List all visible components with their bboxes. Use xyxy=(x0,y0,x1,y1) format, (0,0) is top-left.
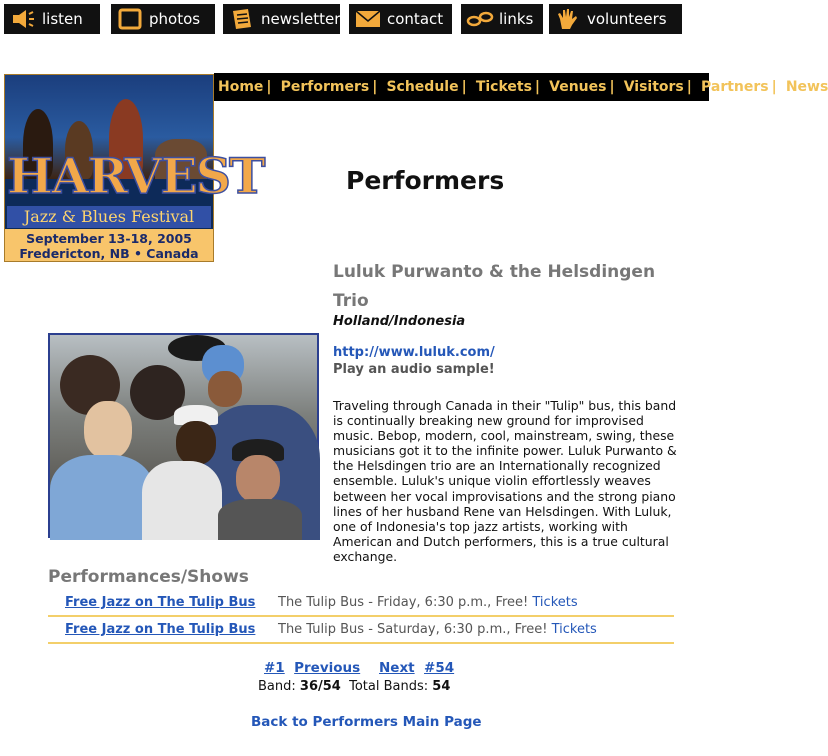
frame-icon xyxy=(117,8,143,30)
show-info xyxy=(278,617,597,642)
band-count xyxy=(258,679,450,694)
band-label: Band: xyxy=(258,679,296,694)
links-button[interactable] xyxy=(461,4,543,34)
tickets-link[interactable]: Tickets xyxy=(551,622,597,637)
contact-label: contact xyxy=(387,10,444,28)
performer-description: Traveling through Canada in their "Tulip" bus, this band is continually breaking new ground for improvised music. Bebop, modern, cool, mainstream, swing, these musicians got it to the infinite power. Luluk Purwanto & the Helsdingen trio are an Internationally recognized ensemble. Luluk's unique violin effortlessly weaves between her vocal improvisations and the strong piano lines of her husband Rene van Helsdingen. With Luluk, one of Indonesia's top jazz artists, working with American and Dutch performers, this is a true cultural exchange. xyxy=(333,398,677,564)
newsletter-label: newsletter xyxy=(261,10,341,28)
nav-partners[interactable]: Partners xyxy=(700,79,769,95)
tickets-link[interactable]: Tickets xyxy=(532,595,578,610)
links-label: links xyxy=(499,10,534,28)
banner-subtitle: Jazz & Blues Festival xyxy=(7,206,211,228)
nav-news[interactable]: News xyxy=(785,79,828,95)
next-performer-link[interactable]: Next xyxy=(379,660,415,676)
total-bands-value: 54 xyxy=(432,679,451,694)
newsletter-button[interactable] xyxy=(223,4,340,34)
chain-icon xyxy=(467,8,493,30)
show-name-link[interactable]: Free Jazz on The Tulip Bus xyxy=(65,595,256,610)
photos-button[interactable] xyxy=(111,4,215,34)
nav-tickets[interactable]: Tickets xyxy=(475,79,532,95)
nav-visitors[interactable]: Visitors xyxy=(623,79,684,95)
top-icon-nav xyxy=(4,4,704,36)
performances-heading: Performances/Shows xyxy=(48,567,249,587)
banner-title: HARVEST xyxy=(7,147,264,205)
volunteers-button[interactable] xyxy=(549,4,682,34)
volunteers-label: volunteers xyxy=(587,10,667,28)
banner-location: Fredericton, NB • Canada xyxy=(19,246,199,261)
last-performer-link[interactable]: #54 xyxy=(424,660,455,676)
speaker-icon xyxy=(10,8,36,30)
band-photo xyxy=(48,333,319,538)
contact-button[interactable] xyxy=(349,4,452,34)
nav-home[interactable]: Home xyxy=(218,79,264,95)
nav-schedule[interactable]: Schedule xyxy=(386,79,459,95)
back-to-performers-link[interactable]: Back to Performers Main Page xyxy=(251,714,482,730)
show-row xyxy=(48,590,674,617)
performer-origin: Holland/Indonesia xyxy=(333,314,466,329)
band-value: 36/54 xyxy=(299,679,341,694)
banner-dates-location xyxy=(5,229,213,261)
previous-performer-link[interactable]: Previous xyxy=(294,660,361,676)
banner-dates: September 13-18, 2005 xyxy=(26,231,192,246)
show-name-link[interactable]: Free Jazz on The Tulip Bus xyxy=(65,622,256,637)
performer-name: Luluk Purwanto & the Helsdingen Trio xyxy=(333,262,656,311)
site-nav-bar: Home | Performers | Schedule | Tickets | Venues | Visitors | Partners | News xyxy=(214,73,709,101)
listen-button[interactable] xyxy=(4,4,100,34)
audio-sample-link[interactable]: Play an audio sample! xyxy=(333,362,495,377)
show-row xyxy=(48,617,674,644)
show-details: The Tulip Bus - Saturday, 6:30 p.m., Free! xyxy=(278,622,548,637)
performer-website-link[interactable]: http://www.luluk.com/ xyxy=(333,345,495,360)
hand-icon xyxy=(555,8,581,30)
nav-venues[interactable]: Venues xyxy=(549,79,607,95)
listen-label: listen xyxy=(42,10,83,28)
nav-performers[interactable]: Performers xyxy=(280,79,370,95)
total-bands-label: Total Bands: xyxy=(349,679,429,694)
document-icon xyxy=(229,8,255,30)
envelope-icon xyxy=(355,8,381,30)
show-details: The Tulip Bus - Friday, 6:30 p.m., Free! xyxy=(278,595,529,610)
photos-label: photos xyxy=(149,10,201,28)
first-performer-link[interactable]: #1 xyxy=(264,660,285,676)
pager xyxy=(264,660,454,676)
page-title: Performers xyxy=(346,166,505,195)
shows-list xyxy=(48,590,674,644)
show-info xyxy=(278,590,578,615)
